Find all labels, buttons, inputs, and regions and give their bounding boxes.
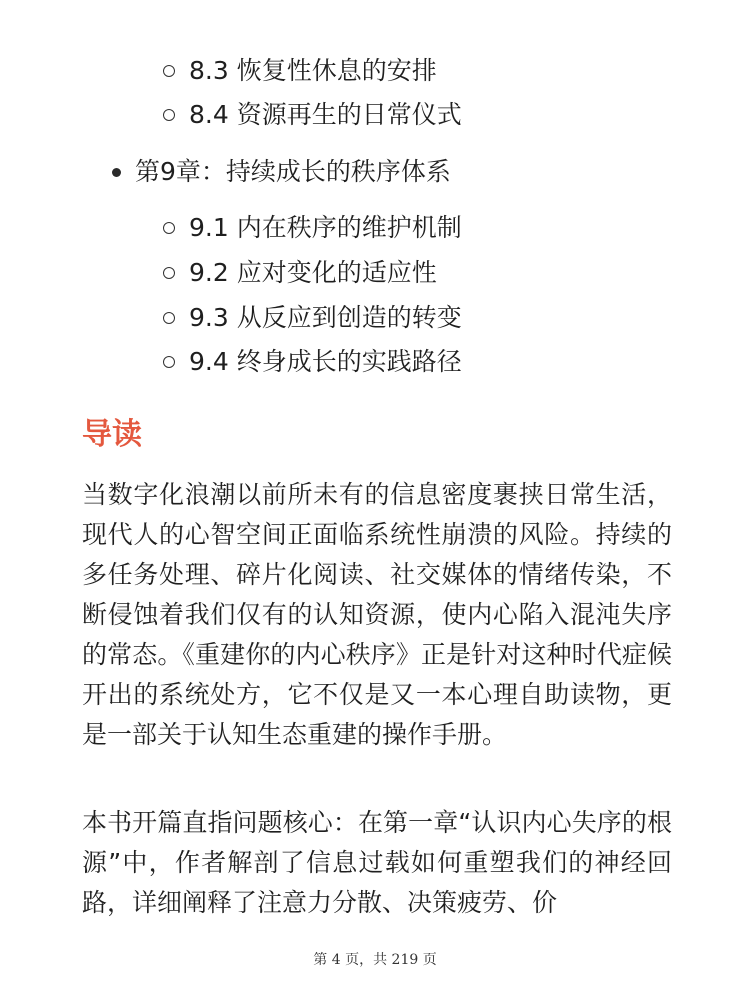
disc-bullet-icon bbox=[112, 168, 121, 177]
toc-item-9-1 bbox=[163, 208, 462, 248]
circle-bullet-icon bbox=[163, 312, 175, 324]
toc-item-label: 9.4 终身成长的实践路径 bbox=[189, 347, 462, 376]
toc-item-label: 9.3 从反应到创造的转变 bbox=[189, 303, 462, 332]
toc-item-8-4 bbox=[163, 95, 462, 135]
toc-item-label: 8.3 恢复性休息的安排 bbox=[189, 56, 437, 85]
section-heading: 导读 bbox=[82, 417, 142, 452]
circle-bullet-icon bbox=[163, 65, 175, 77]
circle-bullet-icon bbox=[163, 356, 175, 368]
page-number-footer: 第 4 页，共 219 页 bbox=[313, 952, 437, 968]
toc-item-9-4 bbox=[163, 342, 462, 382]
toc-item-label: 9.1 内在秩序的维护机制 bbox=[189, 213, 462, 242]
intro-paragraph: 本书开篇直指问题核心：在第一章“认识内心失序的根源”中，作者解剖了信息过载如何重塑我们的神经回路，详细阐释了注意力分散、决策疲劳、价 bbox=[82, 808, 672, 917]
circle-bullet-icon bbox=[163, 109, 175, 121]
toc-chapter-label: 第9章：持续成长的秩序体系 bbox=[135, 157, 451, 186]
toc-item-8-3 bbox=[163, 51, 437, 91]
toc-item-label: 8.4 资源再生的日常仪式 bbox=[189, 100, 462, 129]
toc-chapter-9 bbox=[112, 152, 451, 192]
toc-item-9-3 bbox=[163, 298, 462, 338]
circle-bullet-icon bbox=[163, 267, 175, 279]
toc-item-9-2 bbox=[163, 253, 437, 293]
intro-paragraph: 当数字化浪潮以前所未有的信息密度裹挟日常生活，现代人的心智空间正面临系统性崩溃的风险。持续的多任务处理、碎片化阅读、社交媒体的情绪传染，不断侵蚀着我们仅有的认知资源，使内心陷入混沌失序的常态。《重建你的内心秩序》正是针对这种时代症候开出的系统处方，它不仅是又一本心理自助读物，更是一部关于认知生态重建的操作手册。 bbox=[82, 480, 672, 749]
toc-item-label: 9.2 应对变化的适应性 bbox=[189, 258, 437, 287]
circle-bullet-icon bbox=[163, 222, 175, 234]
